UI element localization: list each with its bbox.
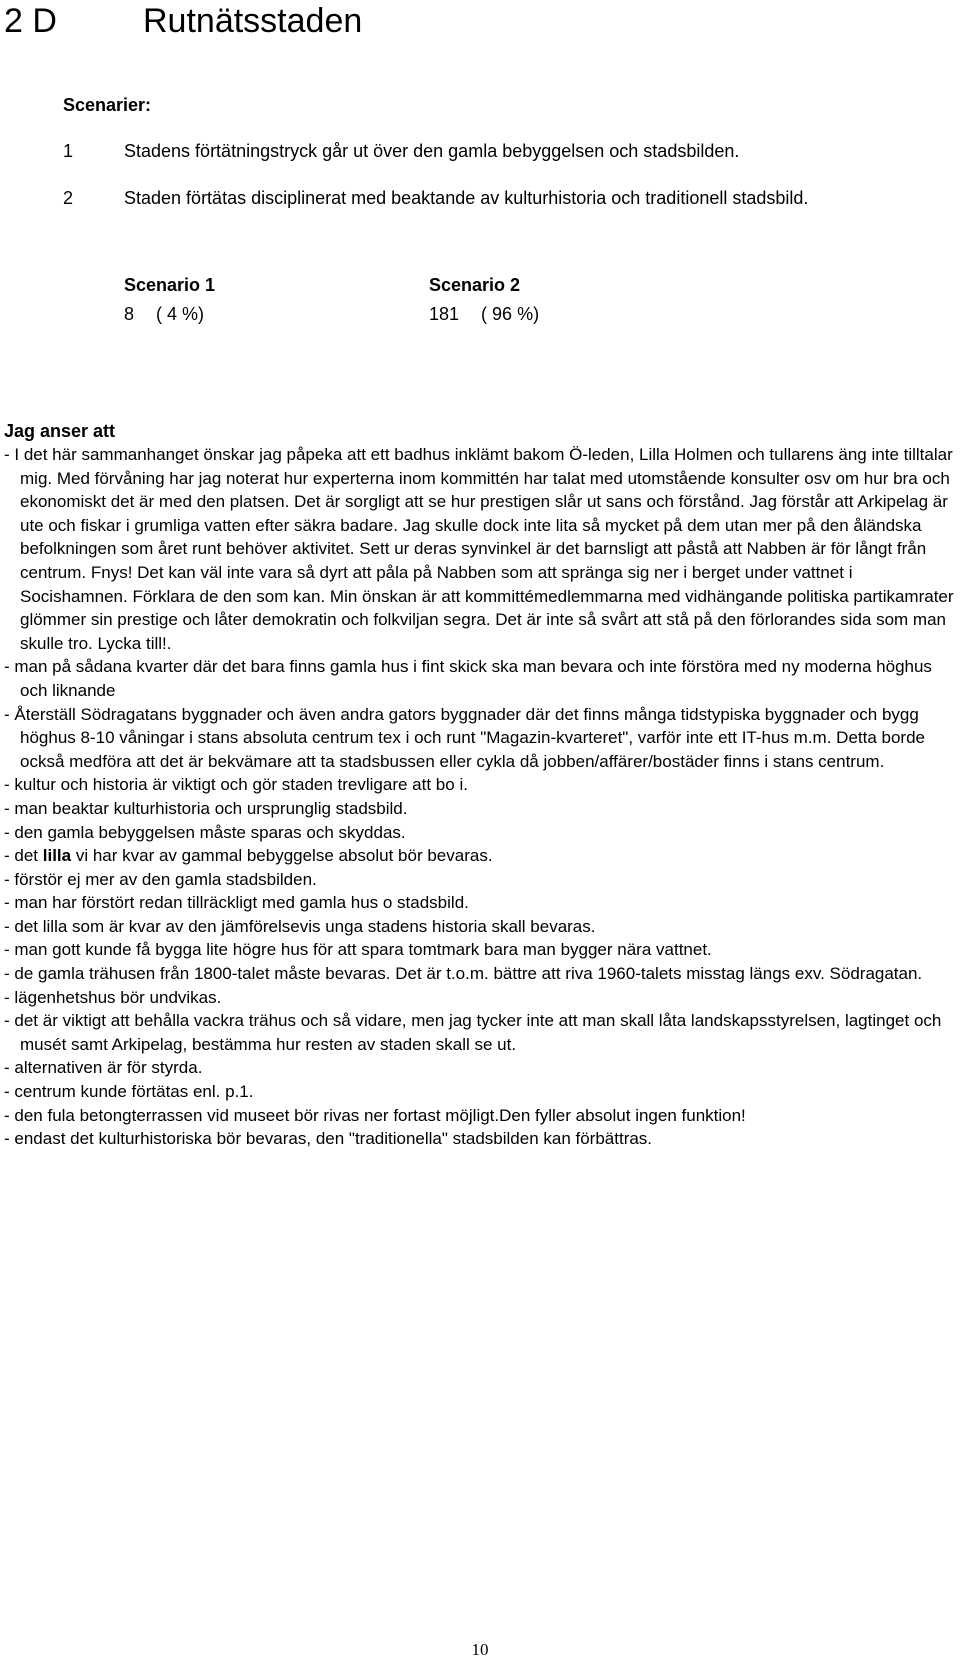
result-label: Scenario 1 [124, 275, 216, 295]
scenario-item [63, 139, 739, 163]
result-value [124, 304, 204, 325]
result-percent: ( 4 %) [156, 304, 205, 324]
opinion-entry: - man på sådana kvarter där det bara finns gamla hus i fint skick ska man bevara och inte förstöra med ny moderna höghus och liknande [4, 657, 932, 700]
scenario-number: 1 [63, 141, 74, 161]
result-count: 181 [429, 304, 460, 324]
opinion-entry: - de gamla trähusen från 1800-talet måste bevaras. Det är t.o.m. bättre att riva 1960-talets misstag längs exv. Södragatan. [4, 964, 923, 984]
opinion-text: - det [4, 846, 43, 866]
opinions-section [4, 420, 956, 1151]
section-title: Rutnätsstaden [143, 2, 363, 40]
opinion-entry: - den fula betongterrassen vid museet bör rivas ner fortast möjligt.Den fyller absolut ingen funktion! [4, 1105, 746, 1125]
result-label: Scenario 2 [429, 275, 521, 295]
page-title [0, 0, 960, 42]
scenario-item [63, 186, 808, 210]
result-value [429, 304, 539, 325]
emphasis-text: lilla [42, 846, 72, 866]
section-number: 2 D [4, 2, 57, 40]
page-number: 10 [471, 1640, 489, 1659]
opinion-entry: - Återställ Södragatans byggnader och även andra gators byggnader där det finns många tidstypiska byggnader och bygg höghus 8-10 våningar i stans absoluta centrum tex i och runt "Magazin-kvarteret", varför inte ett IT-hus m.m. Detta borde också medföra att det är bekvämare att ta stadsbussen eller cykla då jobben/affärer/bostäder finns i stans centrum. [4, 704, 926, 771]
opinion-entry: - centrum kunde förtätas enl. p.1. [4, 1082, 254, 1102]
opinion-entry: - man har förstört redan tillräckligt med gamla hus o stadsbild. [4, 893, 469, 913]
opinion-entry: - den gamla bebyggelsen måste sparas och skyddas. [4, 822, 406, 842]
opinion-entry: - det är viktigt att behålla vackra trähus och så vidare, men jag tycker inte att man skall låta landskapsstyrelsen, lagtinget och musét samt Arkipelag, bestämma hur resten av staden skall se ut. [4, 1011, 942, 1054]
opinion-entry: - det lilla som är kvar av den jämförelsevis unga stadens historia skall bevaras. [4, 916, 596, 936]
scenario-text: Staden förtätas disciplinerat med beaktande av kulturhistoria och traditionell stadsbild. [124, 188, 809, 208]
opinion-entry: - endast det kulturhistoriska bör bevaras, den "traditionella" stadsbilden kan förbättras. [4, 1129, 653, 1149]
scenario-text: Stadens förtätningstryck går ut över den gamla bebyggelsen och stadsbilden. [124, 141, 740, 161]
opinion-entry: - man beaktar kulturhistoria och ursprunglig stadsbild. [4, 798, 408, 818]
opinion-entry-lilla [4, 844, 956, 868]
opinion-entry: - man gott kunde få bygga lite högre hus för att spara tomtmark bara man bygger nära vattnet. [4, 940, 712, 960]
result-percent: ( 96 %) [481, 304, 540, 324]
opinion-entry: - kultur och historia är viktigt och gör staden trevligare att bo i. [4, 775, 468, 795]
opinion-entry: - alternativen är för styrda. [4, 1058, 203, 1078]
opinions-heading: Jag anser att [4, 421, 116, 441]
opinion-text: vi har kvar av gammal bebyggelse absolut bör bevaras. [71, 846, 493, 866]
opinion-entry: - lägenhetshus bör undvikas. [4, 987, 222, 1007]
scenarios-heading: Scenarier: [63, 95, 152, 115]
opinion-entry: - I det här sammanhanget önskar jag påpeka att ett badhus inklämt bakom Ö-leden, Lilla Holmen och tullarens äng inte tilltalar mig. Med förvåning har jag noterat hur experterna inom kommittén har talat med utomstående konsulter osv om hur bra och ekonomiskt det är med den platsen. Det är sorgligt att se hur prestigen slår ut sans och förstånd. Jag förstår att Arkipelag är ute och fiskar i grumliga vatten efter säkra badare. Jag skulle dock inte lita så mycket på dem utan mer på den åländska befolkningen som året runt behöver aktivitet. Sett ur deras synvinkel är det barnsligt att påstå att Nabben är för långt från centrum. Fnys! Det kan väl inte vara så dyrt att påla på Nabben som att spränga sig ner i berget under vattnet i Socishamnen. Förklara de den som kan. Min önskan är att kommittémedlemmarna med vidhängande politiska partikamrater glömmer sin prestige och låter demokratin och folkviljan segra. Det är inte så svårt att stå på den förlorandes sida som man skulle tro. Lycka till!. [4, 445, 954, 653]
opinion-entry: - förstör ej mer av den gamla stadsbilden. [4, 869, 317, 889]
scenario-number: 2 [63, 188, 74, 208]
result-count: 8 [124, 304, 135, 324]
